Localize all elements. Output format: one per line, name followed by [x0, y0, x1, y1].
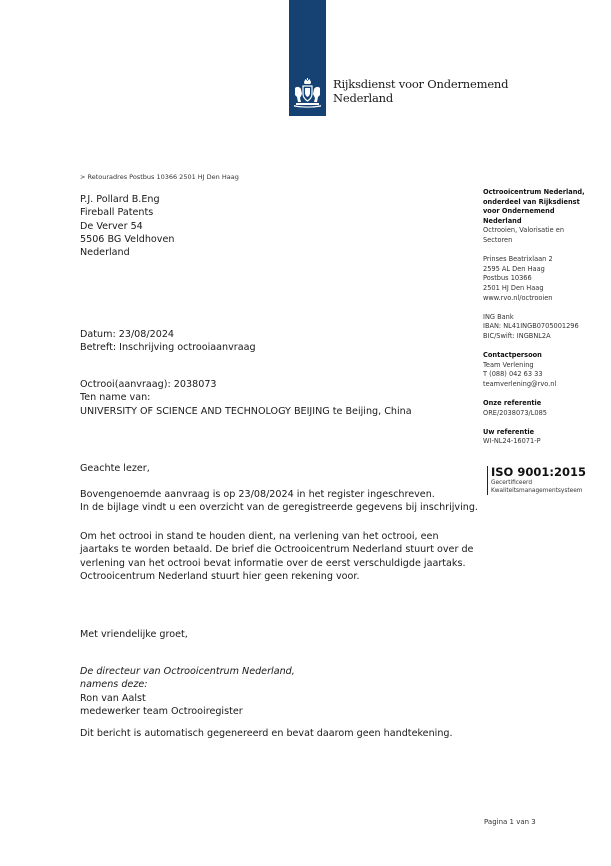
date-line: Datum: 23/08/2024 [80, 329, 175, 340]
recipient-street: De Verver 54 [80, 220, 143, 232]
paragraph-line: Bovengenoemde aanvraag is op 23/08/2024 in het register ingeschreven. [80, 489, 435, 500]
automatic-note: Dit bericht is automatisch gegenereerd en bevat daarom geen handtekening. [80, 728, 453, 739]
sidebar-org: Nederland [483, 216, 522, 225]
sidebar-dept: Sectoren [483, 235, 513, 244]
sidebar-address: 2501 HJ Den Haag [483, 283, 544, 292]
contact-email[interactable]: teamverlening@rvo.nl [483, 379, 557, 388]
sidebar-dept: Octrooien, Valorisatie en [483, 226, 565, 235]
sender-sidebar [483, 188, 611, 447]
salutation: Met vriendelijke groet, [80, 629, 188, 640]
our-reference-heading: Onze referentie [483, 399, 542, 408]
sidebar-org: Octrooicentrum Nederland, [483, 188, 585, 196]
sidebar-address: 2595 AL Den Haag [483, 264, 545, 273]
paragraph-line: In de bijlage vindt u een overzicht van de geregistreerde gegevens bij inschrijving. [80, 502, 478, 514]
signer-name: Ron van Aalst [80, 692, 146, 704]
holder-name: UNIVERSITY OF SCIENCE AND TECHNOLOGY BEIJING te Beijing, China [80, 405, 412, 417]
paragraph-line: jaartaks te worden betaald. De brief die Octrooicentrum Nederland stuurt over de [80, 544, 474, 556]
recipient-city: 5506 BG Veldhoven [80, 233, 175, 245]
iso-line: Kwaliteitsmanagementsysteem [491, 488, 583, 494]
page-number: Pagina 1 van 3 [484, 818, 536, 826]
contact-phone: T (088) 042 63 33 [483, 370, 543, 379]
org-name-line1: Rijksdienst voor Ondernemend [333, 77, 509, 91]
iso-line: Gecertificeerd [491, 480, 533, 486]
paragraph-line: Om het octrooi in stand te houden dient, na verlening van het octrooi, een [80, 531, 439, 542]
holder-label: Ten name van: [80, 392, 151, 404]
sidebar-org: onderdeel van Rijksdienst [483, 197, 580, 206]
subject-line: Betreft: Inschrijving octrooiaanvraag [80, 342, 256, 354]
contact-heading: Contactpersoon [483, 351, 542, 360]
patent-number: Octrooi(aanvraag): 2038073 [80, 379, 217, 390]
sidebar-bank: ING Bank [483, 312, 514, 321]
paragraph-line: verlening van het octrooi bevat informatie over de eerst verschuldigde jaartaks. [80, 557, 466, 569]
recipient-address [80, 193, 174, 259]
signature-block [80, 665, 295, 718]
recipient-name: P.J. Pollard B.Eng [80, 194, 160, 205]
iso-title: ISO 9001:2015 [491, 465, 586, 479]
your-reference: WI-NL24-16071-P [483, 437, 541, 446]
organization-name [333, 77, 508, 105]
sidebar-address: Postbus 10366 [483, 274, 532, 283]
signer-title: medewerker team Octrooiregister [80, 705, 243, 717]
logo-bar [289, 0, 326, 116]
recipient-company: Fireball Patents [80, 207, 154, 219]
contact-team: Team Verlening [483, 360, 534, 369]
letter-meta [80, 328, 256, 355]
patent-info [80, 378, 412, 418]
return-address: > Retouradres Postbus 10366 2501 HJ Den Haag [80, 173, 239, 181]
paragraph-registration [80, 488, 478, 515]
paragraph-line: Octrooicentrum Nederland stuurt hier geen rekening voor. [80, 570, 360, 582]
sidebar-address: Prinses Beatrixlaan 2 [483, 255, 553, 264]
greeting: Geachte lezer, [80, 463, 150, 474]
iso-certification [487, 466, 586, 495]
coat-of-arms-icon [292, 78, 323, 108]
on-behalf: namens deze: [80, 679, 148, 691]
sidebar-website[interactable]: www.rvo.nl/octrooien [483, 293, 553, 302]
signer-role: De directeur van Octrooicentrum Nederland, [80, 666, 295, 677]
recipient-country: Nederland [80, 247, 130, 259]
sidebar-bic: BIC/Swift: INGBNL2A [483, 331, 551, 340]
sidebar-iban: IBAN: NL41INGB0705001296 [483, 322, 579, 331]
sidebar-org: voor Ondernemend [483, 207, 555, 216]
your-reference-heading: Uw referentie [483, 427, 535, 436]
paragraph-annual-fee [80, 530, 473, 583]
our-reference: ORE/2038073/L085 [483, 408, 548, 417]
org-name-line2: Nederland [333, 91, 394, 105]
